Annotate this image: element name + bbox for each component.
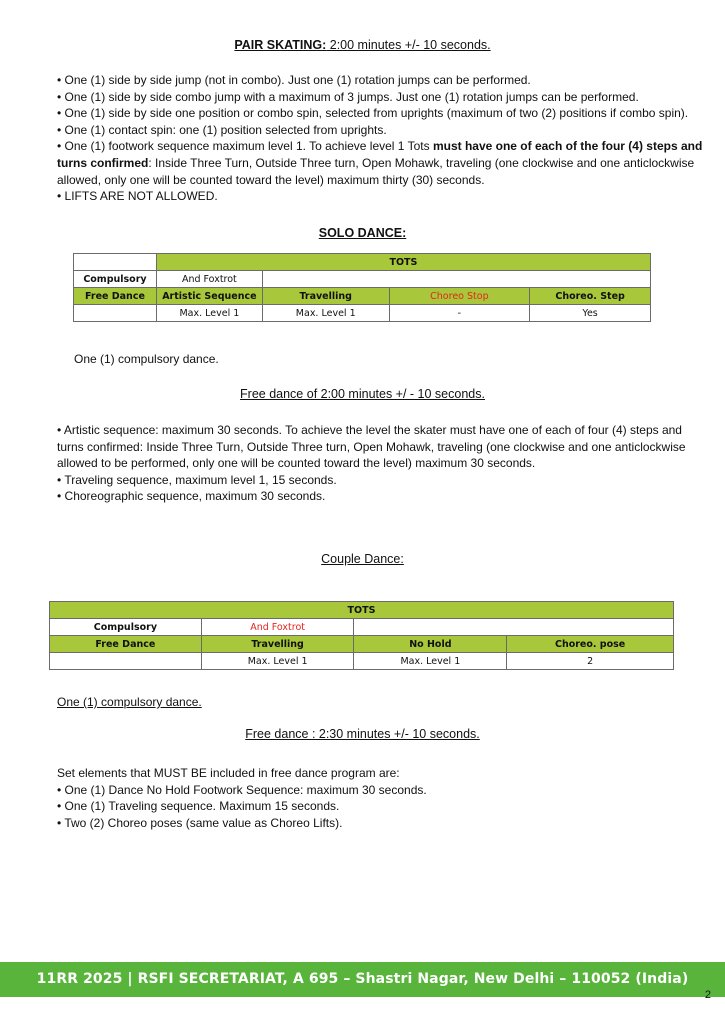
solo-table-compulsory-empty [262, 271, 650, 288]
couple-table-choreo-pose-header: Choreo. pose [507, 636, 674, 653]
couple-dance-heading: Couple Dance: [321, 552, 404, 566]
pair-skating-heading-bold: PAIR SKATING: [234, 38, 327, 52]
solo-table-compulsory-label: Compulsory [74, 271, 157, 288]
pair-bullet-2: • One (1) side by side combo jump with a maximum of 3 jumps. Just one (1) rotation jumps can be performed. [57, 89, 639, 104]
solo-table-choreo-step-value: Yes [530, 305, 651, 322]
solo-dance-table [73, 253, 651, 322]
pair-skating-heading [0, 38, 725, 52]
solo-table-travelling-header: Travelling [262, 288, 389, 305]
solo-bullet-artistic: • Artistic sequence: maximum 30 seconds. To achieve the level the skater must have one of each of four (4) steps and turns confirmed: Inside Three Turn, Outside Three turn, Open Mohawk, traveling (one clockwise and one anticlockwise allowed to be performed, only one will be counted toward the level) maximum 30 seconds. [57, 423, 686, 471]
couple-bullet-choreo-poses: • Two (2) Choreo poses (same value as Choreo Lifts). [57, 815, 343, 830]
couple-table-compulsory-empty [354, 619, 674, 636]
footwork-start: • One (1) footwork sequence maximum level 1. To achieve level 1 Tots [57, 139, 433, 154]
couple-table-free-dance-label: Free Dance [50, 636, 202, 653]
couple-dance-elements [57, 765, 707, 831]
solo-table-free-dance-label: Free Dance [74, 288, 157, 305]
couple-free-dance-heading: Free dance : 2:30 minutes +/- 10 seconds. [245, 727, 480, 741]
couple-table-compulsory-value: And Foxtrot [201, 619, 354, 636]
couple-bullet-no-hold: • One (1) Dance No Hold Footwork Sequence: maximum 30 seconds. [57, 782, 427, 797]
solo-table-artistic-header: Artistic Sequence [156, 288, 262, 305]
couple-table-choreo-pose-value: 2 [507, 653, 674, 670]
solo-table-corner [74, 254, 157, 271]
solo-table-artistic-value: Max. Level 1 [156, 305, 262, 322]
footwork-bold: must have one of each of the four (4) steps and turns confirmed [57, 139, 703, 170]
pair-bullet-lifts: • LIFTS ARE NOT ALLOWED. [57, 189, 218, 204]
pair-bullet-4: • One (1) contact spin: one (1) position selected from uprights. [57, 122, 387, 137]
couple-table-compulsory-label: Compulsory [50, 619, 202, 636]
couple-table-no-hold-header: No Hold [354, 636, 507, 653]
couple-dance-table [49, 601, 674, 670]
footer-banner: 11RR 2025 | RSFI SECRETARIAT, A 695 – Shastri Nagar, New Delhi – 110052 (India) [0, 962, 725, 997]
pair-bullet-3: • One (1) side by side one position or combo spin, selected from uprights (maximum of two (2) positions if combo spin). [57, 106, 689, 121]
solo-table-choreo-step-header: Choreo. Step [530, 288, 651, 305]
pair-skating-bullets [57, 72, 707, 205]
couple-table-travelling-header: Travelling [201, 636, 354, 653]
solo-bullet-traveling: • Traveling sequence, maximum level 1, 15 seconds. [57, 472, 337, 487]
couple-table-band: TOTS [50, 602, 674, 619]
solo-table-empty-cell [74, 305, 157, 322]
couple-elements-intro: Set elements that MUST BE included in free dance program are: [57, 766, 400, 780]
couple-compulsory-note: One (1) compulsory dance. [57, 695, 202, 709]
solo-table-compulsory-value: And Foxtrot [156, 271, 262, 288]
couple-table-travelling-value: Max. Level 1 [201, 653, 354, 670]
solo-table-band: TOTS [156, 254, 650, 271]
solo-dance-bullets [57, 422, 707, 505]
page-number: 2 [704, 989, 711, 1001]
pair-skating-heading-rest: 2:00 minutes +/- 10 seconds. [326, 38, 491, 52]
solo-bullet-choreo: • Choreographic sequence, maximum 30 seconds. [57, 489, 326, 504]
pair-bullet-footwork [57, 138, 707, 188]
pair-bullet-1: • One (1) side by side jump (not in combo). Just one (1) rotation jumps can be performed. [57, 73, 531, 87]
couple-table-no-hold-value: Max. Level 1 [354, 653, 507, 670]
solo-table-choreo-stop-header: Choreo Stop [389, 288, 530, 305]
couple-bullet-traveling: • One (1) Traveling sequence. Maximum 15 seconds. [57, 799, 340, 814]
solo-dance-heading: SOLO DANCE: [318, 226, 407, 240]
couple-table-empty-cell [50, 653, 202, 670]
footwork-end: : Inside Three Turn, Outside Three turn, Open Mohawk, traveling (one clockwise and one anticlockwise allowed, only one will be counted toward the level) maximum thirty (30) seconds. [57, 155, 695, 187]
solo-table-choreo-stop-value: - [389, 305, 530, 322]
solo-table-travelling-value: Max. Level 1 [262, 305, 389, 322]
solo-free-dance-heading: Free dance of 2:00 minutes +/ - 10 seconds. [240, 387, 485, 401]
solo-compulsory-note: One (1) compulsory dance. [74, 352, 219, 366]
